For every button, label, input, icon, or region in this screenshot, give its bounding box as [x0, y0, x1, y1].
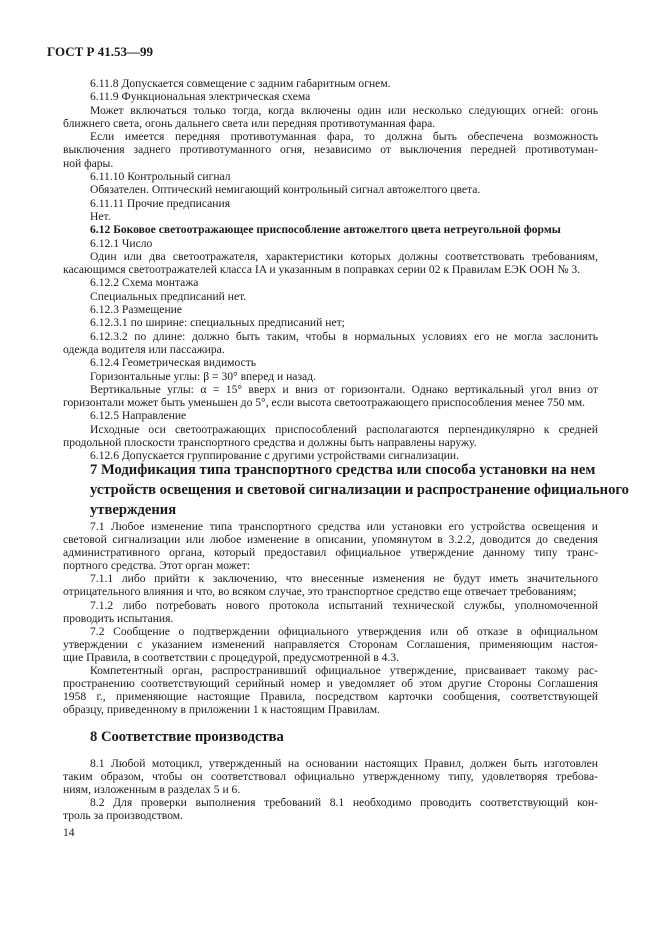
- paragraph: [63, 197, 598, 210]
- paragraph: [63, 183, 598, 196]
- page-number: 14: [63, 826, 75, 839]
- text-line: 8.2 Для проверки выполнения требований 8.1 необходимо проводить соответствующий кон-: [90, 796, 598, 810]
- text-line: Может включаться только тогда, когда включены один или несколько следующих огней: огонь: [90, 103, 598, 117]
- heading-line: утверждения: [90, 502, 177, 518]
- paragraph: [63, 130, 598, 170]
- text-line: портного средства. Этот орган может:: [63, 559, 251, 573]
- text-line: Нет.: [90, 209, 111, 223]
- text-line: Вертикальные углы: α = 15° вверх и вниз от горизонтали. Однако вертикальный угол вниз от: [90, 382, 598, 396]
- text-line: 6.11.8 Допускается совмещение с задним габаритным огнем.: [90, 77, 391, 90]
- paragraph: [63, 599, 598, 625]
- text-line: отрицательного влияния и что, во всяком случае, это транспортное средство еще отвечает требованиям;: [63, 585, 577, 599]
- paragraph: [63, 383, 598, 410]
- text-line: световой сигнализации или любое изменение в описании, упомянутом в 3.2.2, доводится до сведения: [63, 533, 598, 547]
- heading-line: устройств освещения и световой сигнализации и распространение официального: [90, 482, 629, 498]
- text-line: 6.11.10 Контрольный сигнал: [90, 170, 231, 184]
- text-line: Специальных предписаний нет.: [90, 289, 247, 303]
- paragraph: [63, 223, 598, 236]
- paragraph: [63, 210, 598, 223]
- paragraph: [63, 423, 598, 450]
- text-line: 8.1 Любой мотоцикл, утвержденный на основании настоящих Правил, должен быть изготовлен: [90, 757, 598, 770]
- text-line: Если имеется передняя противотуманная фара, то должна быть обеспечена возможность: [90, 130, 598, 144]
- section-8-heading: [90, 727, 600, 747]
- text-line: 7.1.1 либо прийти к заключению, что внесенные изменения не будут иметь значительного: [90, 572, 598, 586]
- text-line: Один или два светоотражателя, характеристики которых должны соответствовать требованиям,: [90, 249, 598, 263]
- paragraph: [63, 796, 598, 822]
- paragraph: [63, 572, 598, 598]
- paragraph: [63, 664, 598, 716]
- text-line: ниям, изложенным в разделах 5 и 6.: [63, 783, 241, 797]
- paragraph: [63, 303, 598, 316]
- text-line: утверждении с указанием изменений направляется Сторонам Соглашения, применяющим настоя-: [63, 637, 598, 651]
- paragraph: [63, 276, 598, 289]
- text-line: 7.1.2 либо потребовать нового протокола испытаний технической службы, уполномоченной: [90, 598, 598, 612]
- text-line: щие Правила, в соответствии с процедурой, предусмотренной в 4.3.: [63, 650, 400, 664]
- text-line: Горизонтальные углы: β = 30° вперед и назад.: [90, 369, 316, 383]
- text-line: 6.12.1 Число: [90, 236, 153, 250]
- document-header: ГОСТ Р 41.53—99: [47, 44, 153, 59]
- paragraph: [63, 290, 598, 303]
- text-line: пространению соответствующий серийный номер и уведомляет об этом другие Стороны Соглашения: [63, 677, 598, 691]
- text-line: одежда водителя или пассажира.: [63, 342, 225, 356]
- text-line: 6.11.9 Функциональная электрическая схема: [90, 90, 311, 104]
- text-line: ной фары.: [63, 156, 114, 170]
- text-line: троль за производством.: [63, 809, 184, 823]
- heading-line: 8 Соответствие производства: [90, 729, 284, 745]
- heading-line: 7 Модификация типа транспортного средства или способа установки на нем: [90, 462, 596, 478]
- paragraph: [63, 170, 598, 183]
- paragraph: [63, 520, 598, 572]
- text-line: административного органа, который предоставил официальное утверждение данному типу транс-: [63, 546, 598, 560]
- text-line: проводить испытания.: [63, 611, 174, 625]
- paragraph: [63, 330, 598, 357]
- text-line: 6.12.3.1 по ширине: специальных предписаний нет;: [90, 316, 345, 330]
- text-line: Компетентный орган, распространивший официальное утверждение, присваивает такому рас-: [90, 664, 598, 678]
- paragraph: [63, 77, 598, 90]
- text-line: 6.12.3 Размещение: [90, 303, 183, 317]
- text-line: таким образом, чтобы он соответствовал официально утвержденному типу, удовлетворяя требова-: [63, 770, 598, 784]
- paragraph: [63, 356, 598, 369]
- paragraph: [63, 316, 598, 329]
- paragraph: [63, 409, 598, 422]
- section-7-text: [63, 520, 598, 716]
- text-line: Исходные оси светоотражающих приспособлений располагаются перпендикулярно к средней: [90, 422, 598, 436]
- section-8-text: [63, 757, 598, 822]
- text-line: ближнего света, огонь дальнего света или передняя противотуманная фара.: [63, 116, 436, 130]
- paragraph: [63, 104, 598, 131]
- text-line: касающимся светоотражателей класса IA и указанным в поправках серии 02 к Правилам ЕЭК ООН № 3.: [63, 263, 581, 277]
- text-line: 1958 г., применяющие настоящие Правила, посредством карточки сообщения, соответствующей: [63, 690, 598, 704]
- text-line: 6.12.2 Схема монтажа: [90, 276, 199, 290]
- paragraph: [63, 90, 598, 103]
- section-6-text: [63, 77, 598, 463]
- text-line: 6.12 Боковое светоотражающее приспособление автожелтого цвета нетреугольной формы: [90, 223, 561, 237]
- paragraph: [63, 250, 598, 277]
- text-line: продольной плоскости транспортного средства и должны быть направлены наружу.: [63, 436, 477, 450]
- text-line: 6.12.3.2 по длине: должно быть таким, чтобы в нормальных условиях его не могла заслонить: [90, 329, 598, 343]
- text-line: 7.1 Любое изменение типа транспортного средства или установки его устройства освещения и: [90, 520, 598, 533]
- text-line: 7.2 Сообщение о подтверждении официального утверждения или об отказе в официальном: [90, 624, 598, 638]
- paragraph: [63, 625, 598, 664]
- text-line: 6.12.6 Допускается группирование с другими устройствами сигнализации.: [90, 449, 460, 463]
- paragraph: [63, 757, 598, 796]
- text-line: Обязателен. Оптический немигающий контрольный сигнал автожелтого цвета.: [90, 183, 481, 197]
- section-7-heading: [90, 460, 629, 520]
- text-line: 6.12.4 Геометрическая видимость: [90, 356, 257, 370]
- text-line: образцу, приведенному в приложении 1 к настоящим Правилам.: [63, 703, 380, 717]
- paragraph: [63, 237, 598, 250]
- text-line: выключения заднего противотуманного огня, независимо от выключения передней противотуман-: [63, 143, 598, 157]
- paragraph: [63, 370, 598, 383]
- text-line: 6.12.5 Направление: [90, 409, 187, 423]
- text-line: 6.11.11 Прочие предписания: [90, 196, 231, 210]
- text-line: горизонтали может быть уменьшен до 5°, если высота светоотражающего приспособления менее 750 мм.: [63, 396, 586, 410]
